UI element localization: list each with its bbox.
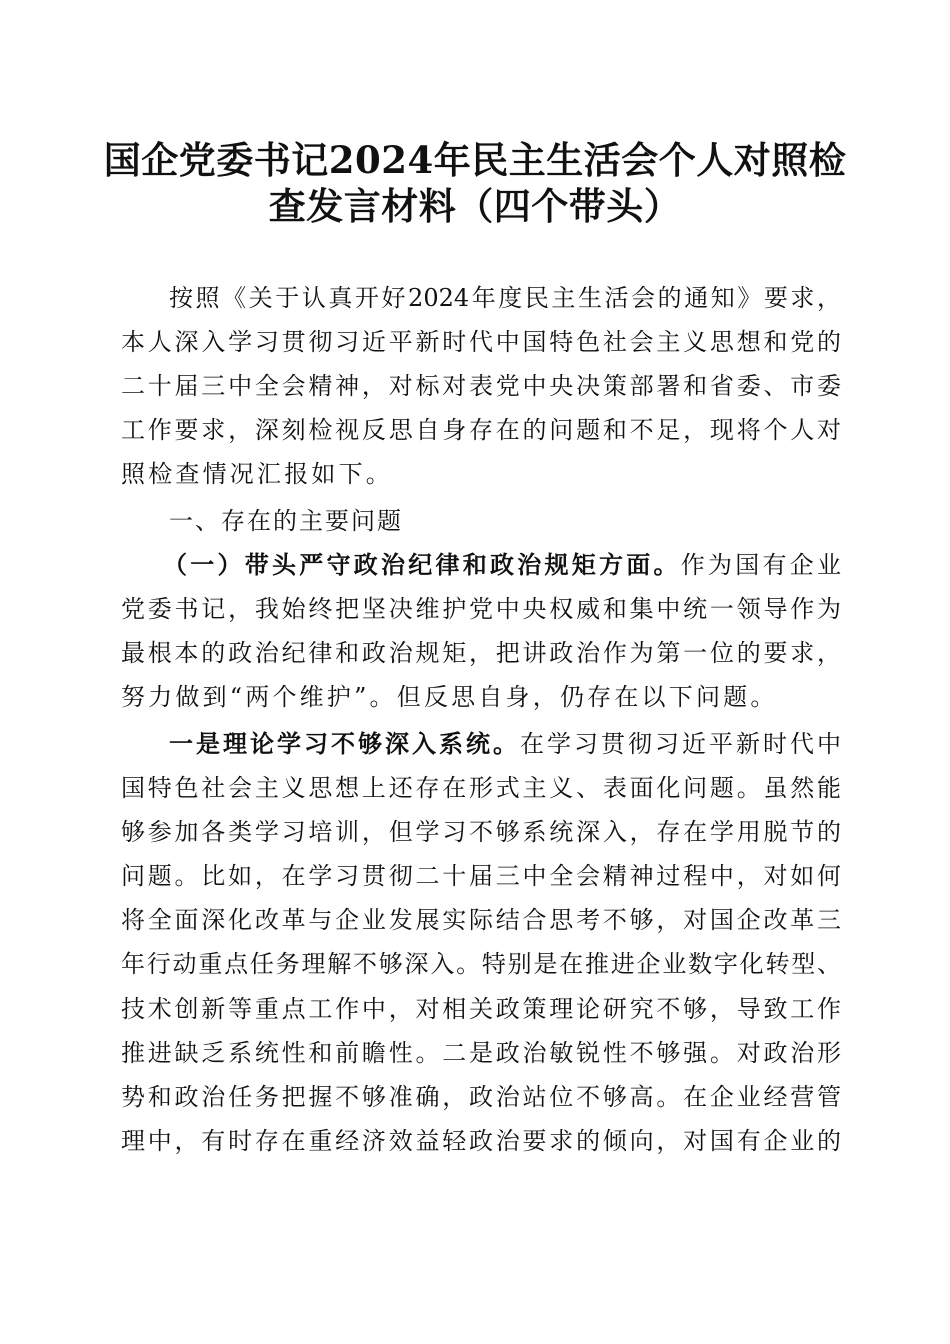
point1-line-7: 技术创新等重点工作中，对相关政策理论研究不够，导致工作	[121, 995, 841, 1023]
sub1-line-1-rest: 作为国有企业	[680, 551, 841, 579]
point1-line-8: 推进缺乏系统性和前瞻性。二是政治敏锐性不够强。对政治形	[121, 1039, 841, 1067]
point1-line-3: 够参加各类学习培训，但学习不够系统深入，存在学用脱节的	[121, 818, 841, 846]
intro-line-3: 二十届三中全会精神，对标对表党中央决策部署和省委、市委	[121, 372, 841, 400]
point1-line-10: 理中，有时存在重经济效益轻政治要求的倾向，对国有企业的	[121, 1127, 841, 1155]
point1-lead: 一是理论学习不够深入系统。	[169, 729, 520, 758]
point1-line-1	[169, 722, 841, 766]
intro-line-4: 工作要求，深刻检视反思自身存在的问题和不足，现将个人对	[121, 416, 841, 444]
point1-line-1-rest: 在学习贯彻习近平新时代中	[520, 730, 841, 758]
point1-line-4: 问题。比如，在学习贯彻二十届三中全会精神过程中，对如何	[121, 862, 841, 890]
point1-line-5: 将全面深化改革与企业发展实际结合思考不够，对国企改革三	[121, 906, 841, 934]
section-heading-problems: 一、存在的主要问题	[169, 507, 403, 535]
intro-line-2: 本人深入学习贯彻习近平新时代中国特色社会主义思想和党的	[121, 328, 841, 356]
point1-line-9: 势和政治任务把握不够准确，政治站位不够高。在企业经营管	[121, 1083, 841, 1111]
point1-line-6: 年行动重点任务理解不够深入。特别是在推进企业数字化转型、	[121, 950, 841, 978]
sub1-line-1	[163, 543, 841, 587]
intro-line-1: 按照《关于认真开好2024年度民主生活会的通知》要求，	[169, 284, 841, 312]
intro-line-5: 照检查情况汇报如下。	[121, 460, 393, 488]
sub1-line-3: 最根本的政治纪律和政治规矩，把讲政治作为第一位的要求，	[121, 639, 841, 667]
sub1-line-4: 努力做到“两个维护”。但反思自身，仍存在以下问题。	[121, 683, 778, 711]
sub1-line-2: 党委书记，我始终把坚决维护党中央权威和集中统一领导作为	[121, 595, 841, 623]
sub1-lead: （一）带头严守政治纪律和政治规矩方面。	[163, 550, 681, 579]
document-title-line2: 查发言材料（四个带头）	[268, 184, 682, 228]
document-title-line1: 国企党委书记2024年民主生活会个人对照检	[103, 138, 847, 182]
point1-line-2: 国特色社会主义思想上还存在形式主义、表面化问题。虽然能	[121, 774, 841, 802]
